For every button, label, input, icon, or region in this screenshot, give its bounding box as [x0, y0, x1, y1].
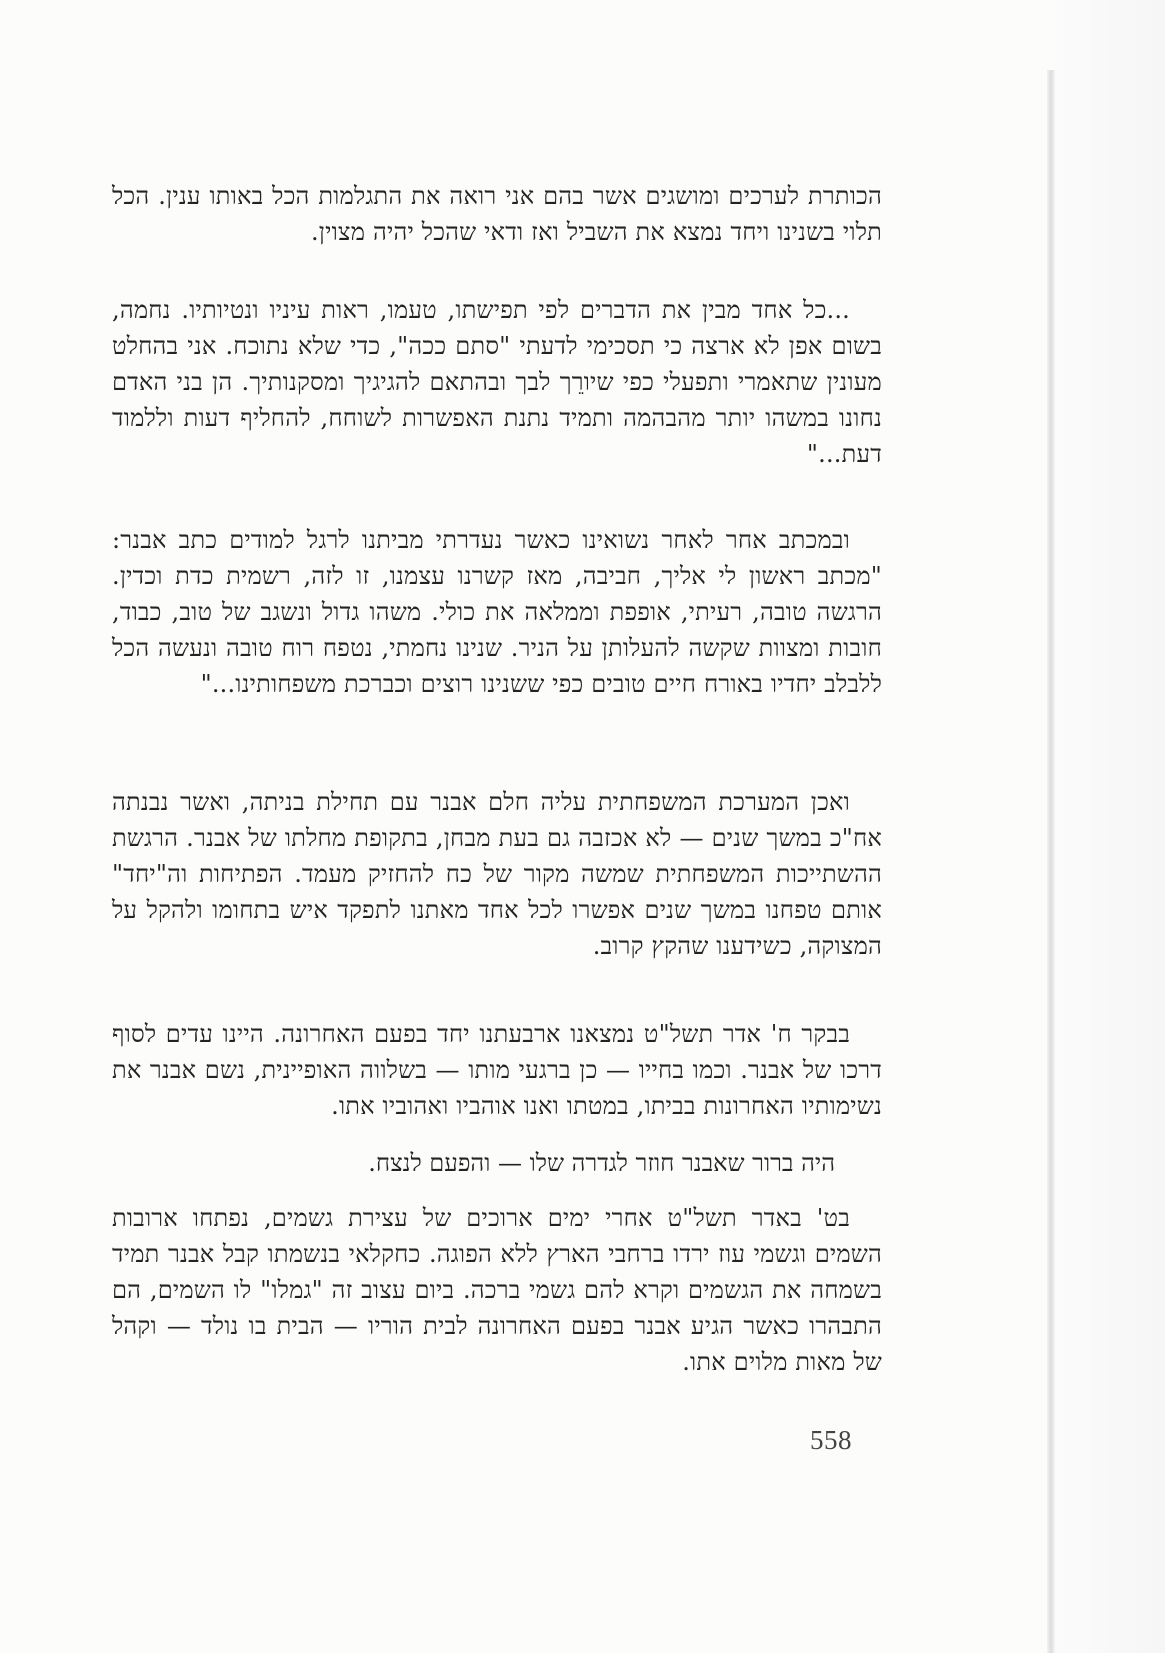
page-number: 558	[810, 1425, 852, 1455]
page-gutter-line	[1047, 70, 1055, 1653]
final-morning-paragraph	[112, 1016, 882, 1124]
letter-quote-1	[112, 292, 882, 472]
family-paragraph	[112, 784, 882, 964]
paragraph-opening	[112, 178, 882, 250]
letter-quote-2	[112, 522, 882, 702]
paragraph-2: ...כל אחד מבין את הדברים לפי תפישתו, טעמו, ראות עיניו ונטיותיו. נחמה, בשום אפן לא ארצה כי תסכימי לדעתי "סתם ככה", כדי שלא נתוכח. אני בהחלט מעונין שתאמרי ותפעלי כפי שיורֵך לבך ובהתאם להגיגיך ומסקנותיך. הן בני האדם נחונו במשהו יותר מהבהמה ותמיד נתנת האפשרות לשוחח, להחליף דעות וללמוד דעת..."	[112, 296, 882, 468]
paragraph-6: היה ברור שאבנר חוזר לגדרה שלו — והפעם לנצח.	[368, 1149, 835, 1177]
paragraph-3: ובמכתב אחר לאחר נשואינו כאשר נעדרתי מביתנו לרגל למודים כתב אבנר: "מכתב ראשון לי אליך, חביבה, מאז קשרנו עצמנו, זו לזה, רשמית כדת וכדין. הרגשה טובה, רעיתי, אופפת וממלאה את כולי. משהו גדול ונשגב של טוב, כבוד, חובות ומצוות שקשה להעלותן על הניר. שנינו נחמתי, נטפח רוח טובה ונעשה הכל ללבלב יחדיו באורח חיים טובים כפי ששנינו רוצים וכברכת משפחותינו..."	[112, 526, 882, 698]
paragraph-4: ואכן המערכת המשפחתית עליה חלם אבנר עם תחילת בניתה, ואשר נבנתה אח"כ במשך שנים — לא אכזבה גם בעת מבחן, בתקופת מחלתו של אבנר. הרגשת ההשתייכות המשפחתית שמשה מקור של כח להחזיק מעמד. הפתיחות וה"יחד" אותם טפחנו במשך שנים אפשרו לכל אחד מאתנו לתפקד איש בתחומו ולהקל על המצוקה, כשידענו שהקץ קרוב.	[112, 788, 882, 960]
funeral-paragraph	[112, 1200, 882, 1380]
paragraph-7: בט' באדר תשל"ט אחרי ימים ארוכים של עצירת גשמים, נפתחו ארובות השמים וגשמי עוז ירדו ברחבי הארץ ללא הפוגה. כחקלאי בנשמתו קבל אבנר תמיד בשמחה את הגשמים וקרא להם גשמי ברכה. ביום עצוב זה "גמלו" לו השמים, הם התבהרו כאשר הגיע אבנר בפעם האחרונה לבית הוריו — הבית בו נולד — וקהל של מאות מלוים אתו.	[112, 1204, 882, 1376]
paragraph-1: הכותרת לערכים ומושגים אשר בהם אני רואה את התגלמות הכל באותו ענין. הכל תלוי בשנינו ויחד נמצא את השביל ואז ודאי שהכל יהיה מצוין.	[112, 182, 882, 246]
paragraph-5: בבקר ח' אדר תשל"ט נמצאנו ארבעתנו יחד בפעם האחרונה. היינו עדים לסוף דרכו של אבנר. וכמו בחייו — כן ברגעי מותו — בשלווה האופיינית, נשם אבנר את נשימותיו האחרונות בביתו, במטתו ואנו אוהביו ואהוביו אתו.	[112, 1020, 882, 1120]
page-margin-shade	[1055, 0, 1165, 1653]
